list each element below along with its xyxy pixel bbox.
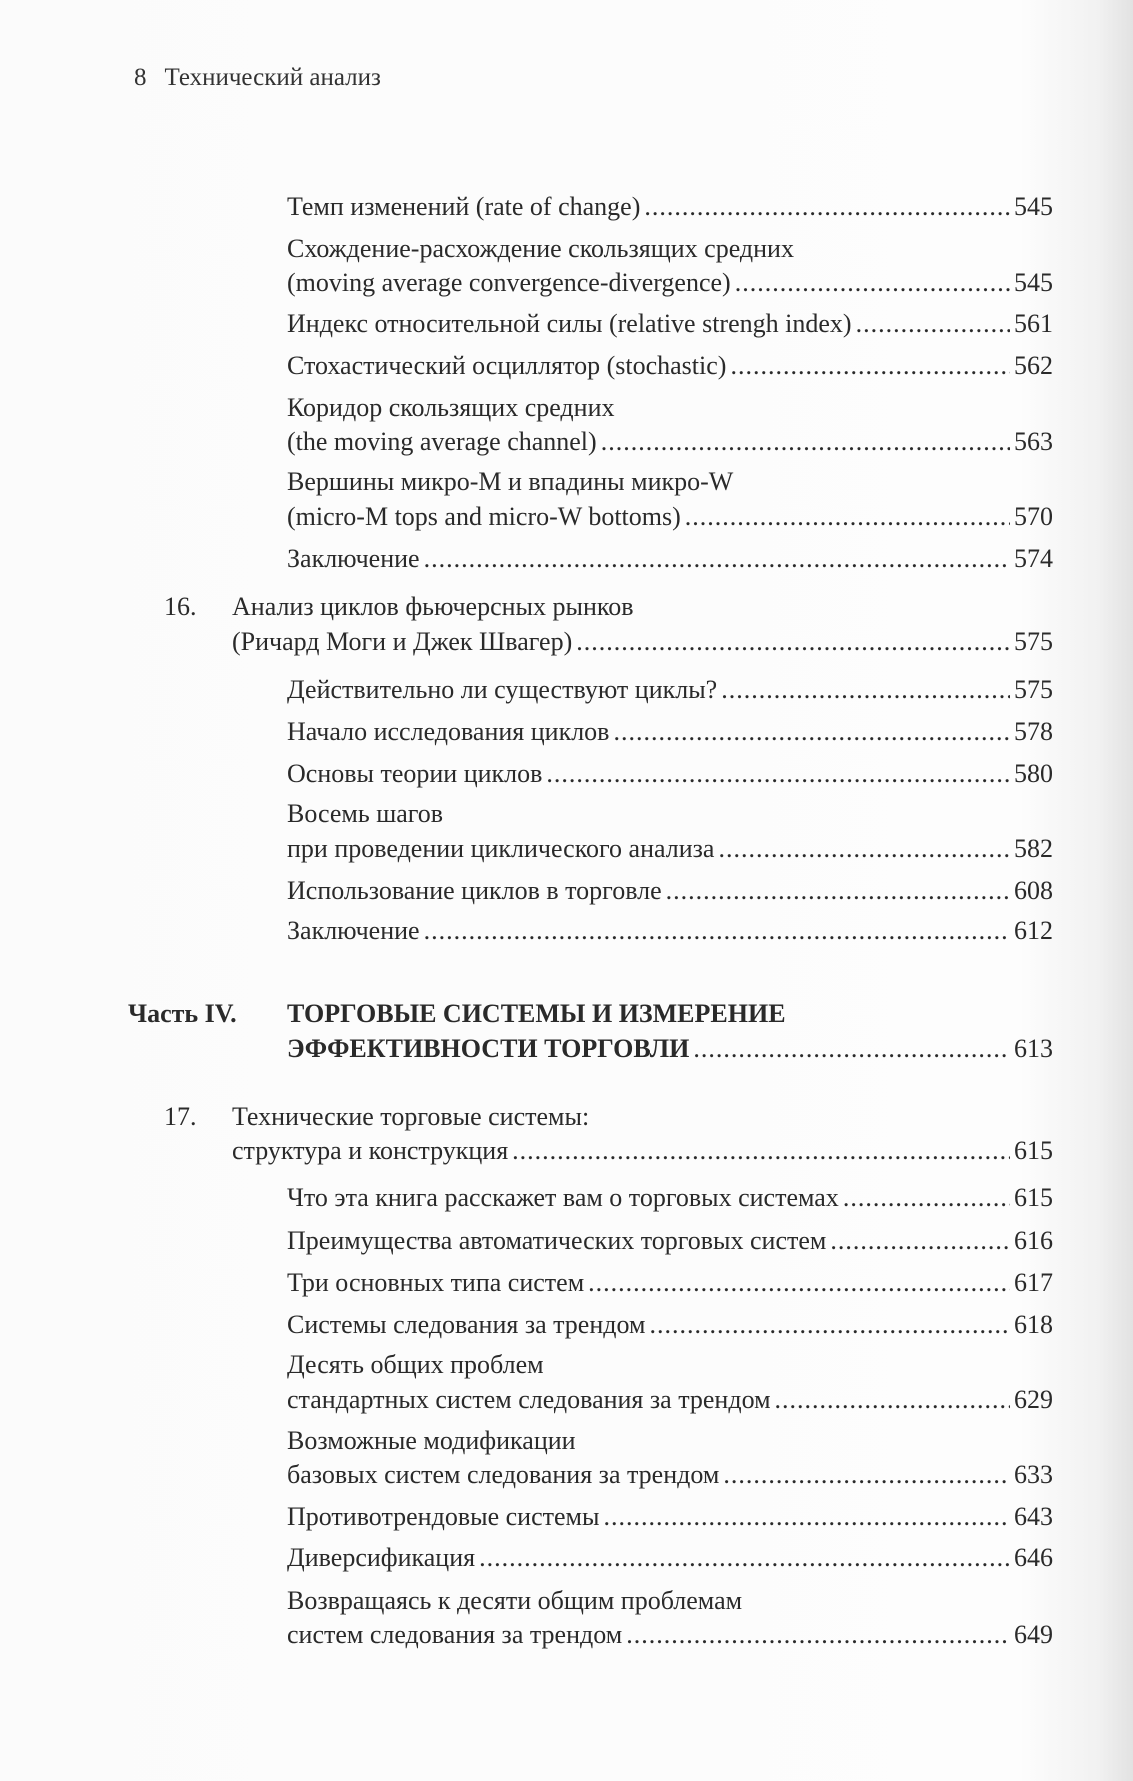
toc-page-number: 582 <box>1014 834 1053 863</box>
toc-entry-title: базовых систем следования за трендом <box>287 1460 720 1489</box>
toc-entry-title: Темп изменений (rate of change) <box>287 192 641 221</box>
toc-section-line[interactable] <box>287 425 1053 459</box>
toc-entry-title: Противотрендовые системы <box>287 1502 600 1531</box>
part-number: Часть IV. <box>128 999 237 1028</box>
toc-section-line[interactable] <box>287 307 1053 341</box>
toc-section-line[interactable] <box>287 673 1053 707</box>
toc-chapter-line[interactable] <box>232 1134 1053 1168</box>
dot-leader <box>576 625 1010 659</box>
toc-section-line[interactable] <box>287 391 615 425</box>
toc-page-number: 643 <box>1014 1502 1053 1531</box>
toc-entry-title: Коридор скользящих средних <box>287 393 615 422</box>
toc-entry-title: ТОРГОВЫЕ СИСТЕМЫ И ИЗМЕРЕНИЕ <box>287 999 786 1028</box>
toc-page-number: 615 <box>1014 1183 1053 1212</box>
toc-chapter-line[interactable] <box>232 1100 589 1134</box>
running-header <box>134 64 381 92</box>
toc-section-line[interactable] <box>287 797 443 831</box>
toc-page-number: 563 <box>1014 427 1053 456</box>
dot-leader <box>723 1458 1010 1492</box>
dot-leader <box>603 1500 1010 1534</box>
toc-entry-title: (moving average convergence-divergence) <box>287 268 731 297</box>
toc-page-number: 574 <box>1014 544 1053 573</box>
toc-section-line[interactable] <box>287 465 733 499</box>
toc-page-number: 646 <box>1014 1543 1053 1572</box>
page-number: 8 <box>134 64 147 91</box>
toc-section-line[interactable] <box>287 1458 1053 1492</box>
dot-leader <box>588 1266 1010 1300</box>
dot-leader <box>626 1618 1010 1652</box>
dot-leader <box>718 832 1010 866</box>
chapter-number: 17. <box>164 1102 197 1131</box>
toc-part-line[interactable] <box>287 1032 1053 1066</box>
toc-page-number: 562 <box>1014 351 1053 380</box>
toc-entry-title: Схождение-расхождение скользящих средних <box>287 234 794 263</box>
toc-page-number: 545 <box>1014 268 1053 297</box>
toc-section-line[interactable] <box>287 1348 544 1382</box>
toc-section-line[interactable] <box>287 500 1053 534</box>
toc-page-number: 617 <box>1014 1268 1053 1297</box>
toc-section-line[interactable] <box>287 874 1053 908</box>
toc-chapter-line[interactable] <box>232 625 1053 659</box>
dot-leader <box>685 500 1010 534</box>
toc-entry-title: Вершины микро-M и впадины микро-W <box>287 467 734 496</box>
toc-page-number: 618 <box>1014 1310 1053 1339</box>
dot-leader <box>644 190 1010 224</box>
toc-entry-title: Системы следования за трендом <box>287 1310 646 1339</box>
dot-leader <box>843 1181 1010 1215</box>
toc-page-number: 608 <box>1014 876 1053 905</box>
dot-leader <box>830 1224 1010 1258</box>
dot-leader <box>649 1308 1010 1342</box>
toc-page-number: 561 <box>1014 309 1053 338</box>
toc-entry-title: (the moving average channel) <box>287 427 597 456</box>
toc-entry-title: при проведении циклического анализа <box>287 834 715 863</box>
toc-section-line[interactable] <box>287 232 794 266</box>
toc-entry-title: Восемь шагов <box>287 799 444 828</box>
toc-page-number: 633 <box>1014 1460 1053 1489</box>
dot-leader <box>775 1383 1010 1417</box>
dot-leader <box>424 914 1010 948</box>
dot-leader <box>424 542 1010 576</box>
toc-entry-title: Возможные модификации <box>287 1426 576 1455</box>
toc-entry-title: Индекс относительной силы (relative strengh index) <box>287 309 852 338</box>
toc-section-line[interactable] <box>287 542 1053 576</box>
toc-entry-title: Начало исследования циклов <box>287 717 610 746</box>
toc-entry-title: стандартных систем следования за трендом <box>287 1385 771 1414</box>
toc-chapter-line[interactable] <box>232 590 633 624</box>
dot-leader <box>856 307 1010 341</box>
toc-section-line[interactable] <box>287 715 1053 749</box>
toc-page-number: 575 <box>1014 627 1053 656</box>
dot-leader <box>613 715 1010 749</box>
dot-leader <box>601 425 1010 459</box>
toc-entry-title: Десять общих проблем <box>287 1350 544 1379</box>
dot-leader <box>479 1541 1010 1575</box>
toc-section-line[interactable] <box>287 1500 1053 1534</box>
toc-section-line[interactable] <box>287 1308 1053 1342</box>
toc-entry-title: (Ричард Моги и Джек Швагер) <box>232 627 573 656</box>
toc-page-number: 613 <box>1014 1034 1053 1063</box>
toc-section-line[interactable] <box>287 832 1053 866</box>
toc-section-line[interactable] <box>287 1424 576 1458</box>
toc-section-line[interactable] <box>287 190 1053 224</box>
dot-leader <box>721 673 1010 707</box>
toc-entry-title: ЭФФЕКТИВНОСТИ ТОРГОВЛИ <box>287 1034 690 1063</box>
dot-leader <box>666 874 1010 908</box>
toc-section-line[interactable] <box>287 1383 1053 1417</box>
toc-section-line[interactable] <box>287 1541 1053 1575</box>
toc-section-line[interactable] <box>287 914 1053 948</box>
chapter-number: 16. <box>164 592 197 621</box>
toc-entry-title: Анализ циклов фьючерсных рынков <box>232 592 634 621</box>
toc-entry-title: Стохастический осциллятор (stochastic) <box>287 351 727 380</box>
dot-leader <box>693 1032 1010 1066</box>
running-title: Технический анализ <box>164 64 381 91</box>
toc-page-number: 615 <box>1014 1136 1053 1165</box>
toc-section-line[interactable] <box>287 1224 1053 1258</box>
toc-section-line[interactable] <box>287 757 1053 791</box>
toc-entry-title: Заключение <box>287 544 420 573</box>
toc-page-number: 612 <box>1014 916 1053 945</box>
toc-page-number: 616 <box>1014 1226 1053 1255</box>
toc-section-line[interactable] <box>287 1181 1053 1215</box>
toc-entry-title: Основы теории циклов <box>287 759 543 788</box>
toc-page-number: 575 <box>1014 675 1053 704</box>
toc-entry-title: Заключение <box>287 916 420 945</box>
toc-page-number: 545 <box>1014 192 1053 221</box>
toc-entry-title: систем следования за трендом <box>287 1620 623 1649</box>
toc-entry-title: (micro-M tops and micro-W bottoms) <box>287 502 681 531</box>
toc-part-line[interactable] <box>287 997 786 1031</box>
toc-entry-title: Использование циклов в торговле <box>287 876 662 905</box>
toc-entry-title: Технические торговые системы: <box>232 1102 590 1131</box>
toc-page-number: 570 <box>1014 502 1053 531</box>
toc-entry-title: Диверсификация <box>287 1543 476 1572</box>
toc-entry-title: структура и конструкция <box>232 1136 509 1165</box>
toc-section-line[interactable] <box>287 266 1053 300</box>
dot-leader <box>735 266 1010 300</box>
toc-entry-title: Действительно ли существуют циклы? <box>287 675 718 704</box>
toc-entry-title: Что эта книга расскажет вам о торговых системах <box>287 1183 839 1212</box>
toc-page-number: 580 <box>1014 759 1053 788</box>
toc-page-number: 629 <box>1014 1385 1053 1414</box>
toc-section-line[interactable] <box>287 349 1053 383</box>
toc-page-number: 578 <box>1014 717 1053 746</box>
dot-leader <box>512 1134 1010 1168</box>
toc-entry-title: Три основных типа систем <box>287 1268 585 1297</box>
toc-page-number: 649 <box>1014 1620 1053 1649</box>
dot-leader <box>546 757 1010 791</box>
toc-entry-title: Возвращаясь к десяти общим проблемам <box>287 1586 743 1615</box>
toc-section-line[interactable] <box>287 1584 742 1618</box>
dot-leader <box>730 349 1010 383</box>
toc-entry-title: Преимущества автоматических торговых систем <box>287 1226 827 1255</box>
toc-section-line[interactable] <box>287 1618 1053 1652</box>
toc-section-line[interactable] <box>287 1266 1053 1300</box>
